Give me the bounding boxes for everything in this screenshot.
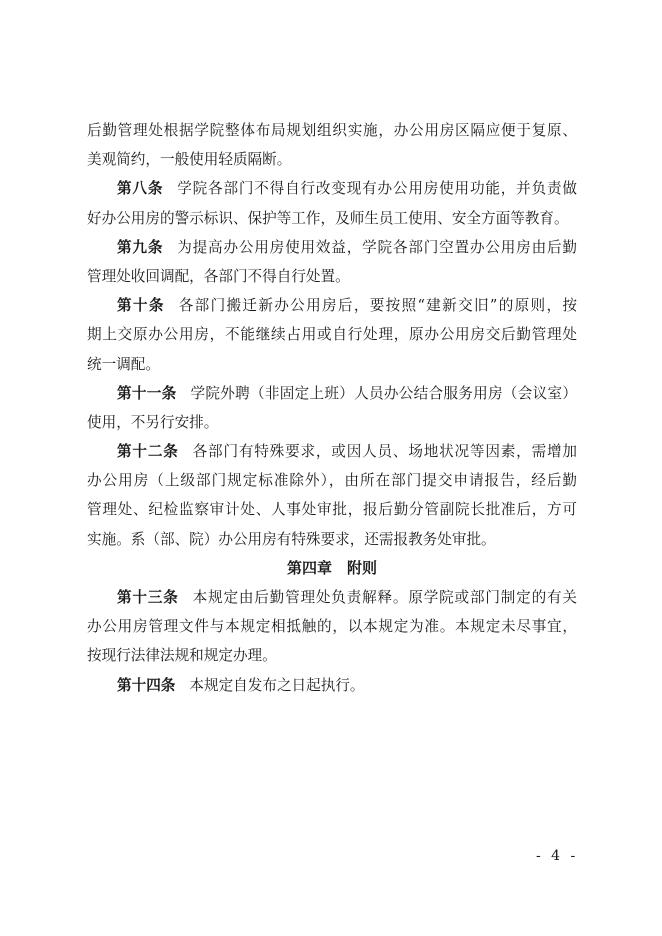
article-paragraph: [87, 291, 577, 379]
article-paragraph: [87, 379, 577, 437]
line-text: 后勤管理处根据学院整体布局规划组织实施，办公用房区隔应便于复原、: [87, 122, 577, 139]
article-label: 第十二条: [117, 443, 179, 461]
article-paragraph: [87, 233, 577, 291]
paragraph-line: [87, 116, 577, 145]
paragraph-line: [87, 525, 577, 554]
line-text: 实施。系（部、院）办公用房有特殊要求，还需报教务处审批。: [87, 530, 496, 548]
paragraph-line: [87, 233, 577, 262]
line-text: 学院外聘（非固定上班）人员办公结合服务用房（会议室）: [190, 384, 577, 402]
line-text: 按现行法律法规和规定办理。: [87, 647, 277, 665]
paragraph-line: [87, 291, 577, 320]
paragraph-line: [87, 495, 577, 524]
paragraph-line: [87, 671, 577, 700]
article-label: 第十一条: [117, 384, 177, 402]
article-label: 第十四条: [117, 676, 176, 694]
paragraph-line: [87, 350, 577, 379]
line-text: 管理处、纪检监察审计处、人事处审批，报后勤分管副院长批准后，方可: [87, 501, 577, 519]
line-text: 办公用房管理文件与本规定相抵触的，以本规定为准。本规定未尽事宜，: [87, 618, 577, 636]
article-label: 第十三条: [117, 589, 179, 606]
paragraph-line: [87, 437, 577, 466]
paragraph-line: [87, 408, 577, 437]
paragraph-line: [87, 204, 577, 233]
article-paragraph: [87, 437, 577, 554]
line-text: 统一调配。: [87, 355, 160, 373]
line-text: 期上交原办公用房，不能继续占用或自行处理，原办公用房交后勤管理处: [87, 326, 577, 344]
line-text: 好办公用房的警示标识、保护等工作，及师生员工使用、安全方面等教育。: [87, 209, 569, 227]
paragraph-line: [87, 466, 577, 495]
paragraph-line: [87, 174, 577, 203]
chapter-heading: 第四章 附则: [286, 558, 377, 577]
document-body: [87, 116, 577, 700]
line-text: 办公用房（上级部门规定标准除外），由所在部门提交申请报告，经后勤: [87, 472, 577, 490]
article-label: 第八条: [117, 180, 164, 198]
line-text: 本规定由后勤管理处负责解释。原学院或部门制定的有关: [192, 589, 577, 606]
paragraph-line: [87, 262, 577, 291]
line-text: 本规定自发布之日起执行。: [189, 676, 365, 694]
paragraph-line: [87, 612, 577, 641]
paragraph-line: [87, 145, 577, 174]
article-label: 第十条: [117, 297, 165, 315]
paragraph-line: [87, 641, 577, 670]
article-label: 第九条: [117, 238, 164, 256]
line-text: 为提高办公用房使用效益，学院各部门空置办公用房由后勤: [177, 238, 577, 256]
article-paragraph: [87, 671, 577, 700]
page-number: - 4 -: [536, 848, 579, 864]
line-text: 各部门搬迁新办公用房后，要按照“建新交旧”的原则，按: [178, 297, 577, 315]
line-text: 使用，不另行安排。: [87, 413, 219, 431]
line-text: 学院各部门不得自行改变现有办公用房使用功能，并负责做: [177, 180, 577, 198]
paragraph-line: [87, 320, 577, 349]
paragraph-line: [87, 379, 577, 408]
line-text: 各部门有特殊要求，或因人员、场地状况等因素，需增加: [192, 443, 577, 461]
article-paragraph: [87, 116, 577, 174]
line-text: 美观简约，一般使用轻质隔断。: [87, 151, 292, 169]
article-paragraph: [87, 583, 577, 671]
line-text: 管理处收回调配，各部门不得自行处置。: [87, 267, 350, 285]
article-paragraph: [87, 174, 577, 232]
paragraph-line: [87, 583, 577, 612]
